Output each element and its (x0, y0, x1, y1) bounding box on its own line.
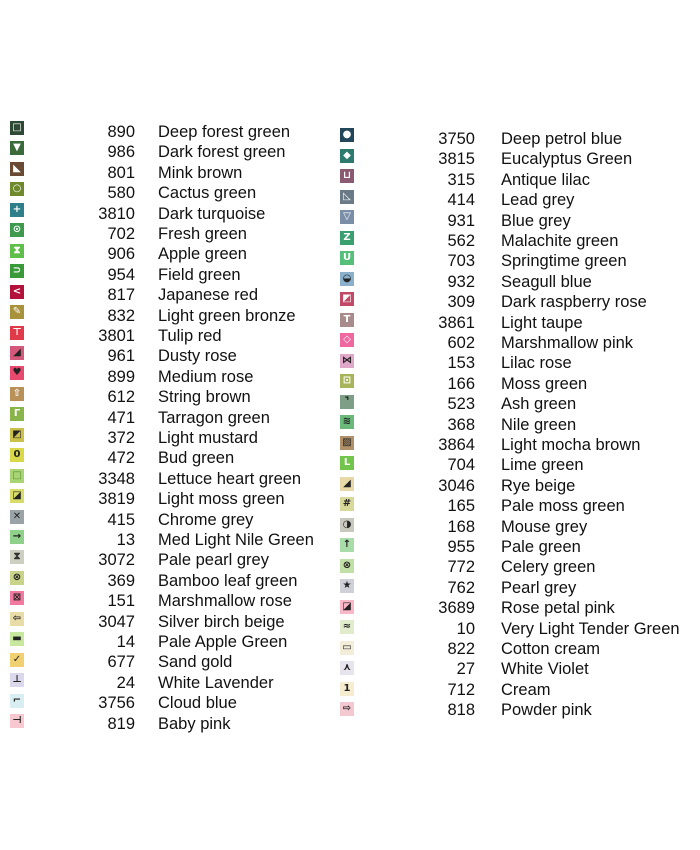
pattern-symbol-icon: ⌐ (10, 694, 24, 708)
color-name: Light green bronze (158, 306, 296, 325)
color-code: 986 (107, 143, 135, 162)
color-name: Dark raspberry rose (501, 293, 647, 312)
color-name: Light mustard (158, 429, 258, 447)
color-name: Med Light Nile Green (158, 531, 314, 549)
color-code: 3072 (98, 551, 135, 570)
pattern-symbol-icon: → (10, 530, 24, 544)
color-name: Celery green (501, 558, 596, 577)
color-code: 819 (107, 714, 135, 733)
pattern-symbol-icon: ⊣ (10, 714, 24, 728)
pattern-symbol-icon: ⊡ (340, 374, 354, 388)
color-name: Pale Apple Green (158, 633, 288, 651)
color-code: 3756 (98, 694, 135, 713)
color-code: 703 (447, 252, 475, 271)
color-code: 369 (107, 571, 135, 590)
color-code: 3047 (98, 612, 135, 631)
color-name: Dark turquoise (158, 204, 266, 223)
color-name: String brown (158, 388, 251, 407)
pattern-symbol-icon: ▨ (340, 436, 354, 450)
color-name: Tarragon green (158, 408, 270, 427)
color-name: Very Light Tender Green (501, 619, 680, 638)
pattern-symbol-icon: ⋏ (340, 661, 354, 675)
color-code: 906 (107, 245, 135, 264)
color-name: Rose petal pink (501, 599, 615, 618)
color-name: Seagull blue (501, 272, 592, 291)
pattern-symbol-icon: ◣ (10, 162, 24, 176)
color-code: 3348 (98, 469, 135, 488)
color-code: 612 (107, 388, 135, 407)
pattern-symbol-icon: ⊤ (10, 326, 24, 340)
color-name: Bud green (158, 449, 235, 468)
pattern-symbol-icon: ◪ (10, 489, 24, 503)
pattern-symbol-icon: ≋ (340, 415, 354, 429)
color-name: Bamboo leaf green (158, 571, 298, 590)
pattern-symbol-icon: L (340, 456, 354, 470)
color-name: Ash green (501, 395, 577, 414)
pattern-symbol-icon: U (340, 251, 354, 265)
pattern-symbol-icon: ▬ (10, 632, 24, 646)
pattern-symbol-icon: T (340, 313, 354, 327)
color-code: 523 (447, 395, 475, 414)
pattern-symbol-icon: ◒ (340, 272, 354, 286)
color-name: Chrome grey (158, 510, 254, 529)
color-name: Field green (158, 265, 241, 284)
pattern-symbol-icon: ◢ (340, 477, 354, 491)
color-code: 3046 (438, 476, 475, 495)
pattern-symbol-icon: ⧗ (10, 550, 24, 564)
color-code: 932 (447, 272, 475, 291)
pattern-symbol-icon: ⇧ (10, 387, 24, 401)
pattern-symbol-icon: ◩ (10, 428, 24, 442)
color-name: Powder pink (501, 701, 592, 720)
color-name: Pearl grey (501, 578, 577, 597)
color-name: Lilac rose (501, 354, 572, 373)
color-code: 580 (107, 184, 135, 203)
pattern-symbol-icon: ✎ (10, 305, 24, 319)
color-code: 151 (107, 592, 135, 611)
color-code: 562 (447, 232, 475, 250)
color-name: White Violet (501, 660, 589, 679)
color-code: 153 (447, 354, 475, 373)
pattern-symbol-icon: ▽ (340, 210, 354, 224)
color-code: 3689 (438, 599, 475, 618)
pattern-symbol-icon: ⌝ (340, 395, 354, 409)
pattern-symbol-icon: 1 (340, 682, 354, 696)
pattern-symbol-icon: ◢ (10, 346, 24, 360)
pattern-symbol-icon: ⊙ (10, 223, 24, 237)
pattern-symbol-icon: ↑ (340, 538, 354, 552)
color-name: Malachite green (501, 232, 619, 250)
pattern-symbol-icon: Z (340, 231, 354, 245)
color-code: 3801 (98, 327, 135, 345)
color-code: 677 (107, 653, 135, 672)
color-code: 602 (447, 334, 475, 352)
color-code: 3864 (438, 436, 475, 454)
color-code: 472 (107, 449, 135, 468)
color-code: 27 (456, 660, 475, 679)
color-code: 471 (107, 408, 135, 427)
color-code: 704 (447, 456, 475, 475)
color-code: 961 (107, 347, 135, 366)
color-code: 899 (107, 367, 135, 386)
pattern-symbol-icon: ◪ (340, 600, 354, 614)
color-code: 372 (107, 429, 135, 447)
color-name: Dark forest green (158, 143, 286, 162)
color-code: 414 (447, 191, 475, 210)
pattern-symbol-icon: ≈ (340, 620, 354, 634)
color-code: 368 (447, 415, 475, 434)
color-code: 415 (107, 510, 135, 529)
pattern-symbol-icon: ⊥ (10, 673, 24, 687)
color-code: 3815 (438, 150, 475, 169)
pattern-symbol-icon: ○ (10, 182, 24, 196)
color-code: 165 (447, 497, 475, 516)
color-code: 955 (447, 538, 475, 556)
pattern-symbol-icon: ⊃ (10, 264, 24, 278)
color-name: Japanese red (158, 286, 258, 305)
color-code: 14 (116, 633, 135, 651)
color-name: Cactus green (158, 184, 257, 203)
color-code: 3810 (98, 204, 135, 223)
pattern-symbol-icon: ⧗ (10, 244, 24, 258)
color-code: 166 (447, 374, 475, 393)
color-code: 24 (116, 673, 135, 692)
color-name: Apple green (158, 245, 247, 264)
color-name: Medium rose (158, 367, 254, 386)
color-code: 832 (107, 306, 135, 325)
pattern-symbol-icon: ⇨ (340, 702, 354, 716)
color-name: Marshmallow pink (501, 334, 634, 352)
pattern-symbol-icon: ⊗ (10, 571, 24, 585)
pattern-symbol-icon: ⊠ (10, 591, 24, 605)
color-code: 3750 (438, 130, 475, 148)
color-code: 890 (107, 123, 135, 141)
color-code: 801 (107, 163, 135, 182)
pattern-symbol-icon: ✕ (10, 510, 24, 524)
pattern-symbol-icon: ⊔ (340, 169, 354, 183)
color-code: 309 (447, 293, 475, 312)
color-name: Light mocha brown (501, 436, 641, 454)
pattern-symbol-icon: + (10, 203, 24, 217)
color-name: Sand gold (158, 653, 233, 672)
pattern-symbol-icon: □ (10, 469, 24, 483)
pattern-symbol-icon: < (10, 285, 24, 299)
pattern-symbol-icon: ▼ (10, 141, 24, 155)
color-name: Lime green (501, 456, 584, 475)
color-name: Eucalyptus Green (501, 150, 633, 169)
pattern-symbol-icon: ✓ (10, 653, 24, 667)
color-name: Light taupe (501, 313, 583, 332)
color-name: Moss green (501, 374, 588, 393)
pattern-symbol-icon: ▭ (340, 641, 354, 655)
color-name: White Lavender (158, 673, 274, 692)
color-code: 762 (447, 578, 475, 597)
color-name: Cloud blue (158, 694, 237, 713)
color-code: 712 (447, 680, 475, 699)
pattern-symbol-icon: # (340, 497, 354, 511)
color-name: Springtime green (501, 252, 627, 271)
pattern-symbol-icon: Γ (10, 407, 24, 421)
color-name: Deep petrol blue (501, 130, 623, 148)
color-name: Mouse grey (501, 517, 588, 536)
color-code: 13 (116, 531, 135, 549)
color-name: Dusty rose (158, 347, 237, 366)
color-name: Antique lilac (501, 170, 590, 189)
color-name: Cotton cream (501, 640, 601, 658)
color-code: 954 (107, 265, 135, 284)
color-code: 931 (447, 211, 475, 230)
color-name: Fresh green (158, 225, 247, 243)
color-name: Pale green (501, 538, 581, 556)
color-code: 818 (447, 701, 475, 720)
pattern-symbol-icon: ♥ (10, 366, 24, 380)
pattern-symbol-icon: □ (10, 121, 24, 135)
color-name: Cream (501, 680, 551, 699)
pattern-symbol-icon: 0 (10, 448, 24, 462)
pattern-symbol-icon: ◑ (340, 518, 354, 532)
pattern-symbol-icon: ⇦ (10, 612, 24, 626)
color-name: Rye beige (501, 476, 576, 495)
color-name: Lettuce heart green (158, 469, 302, 488)
color-code: 3861 (438, 313, 475, 332)
color-name: Light moss green (158, 490, 285, 509)
color-name: Tulip red (158, 327, 222, 345)
pattern-symbol-icon: ⊗ (340, 559, 354, 573)
color-name: Pale moss green (501, 497, 625, 516)
color-code: 168 (447, 517, 475, 536)
color-name: Mink brown (158, 163, 243, 182)
pattern-symbol-icon: ◆ (340, 149, 354, 163)
color-code: 702 (107, 225, 135, 243)
color-name: Blue grey (501, 211, 571, 230)
color-name: Marshmallow rose (158, 592, 292, 611)
color-name: Nile green (501, 415, 577, 434)
pattern-symbol-icon: ◇ (340, 333, 354, 347)
color-code: 822 (447, 640, 475, 658)
color-code: 772 (447, 558, 475, 577)
color-name: Deep forest green (158, 123, 291, 141)
color-name: Lead grey (501, 191, 575, 210)
color-name: Baby pink (158, 714, 231, 733)
pattern-symbol-icon: ● (340, 128, 354, 142)
color-name: Pale pearl grey (158, 551, 269, 570)
color-code: 10 (456, 619, 475, 638)
pattern-symbol-icon: ★ (340, 579, 354, 593)
color-code: 3819 (98, 490, 135, 509)
pattern-symbol-icon: ◺ (340, 190, 354, 204)
pattern-symbol-icon: ⋈ (342, 354, 352, 366)
color-code: 817 (107, 286, 135, 305)
pattern-symbol-icon: ◩ (340, 292, 354, 306)
color-name: Silver birch beige (158, 612, 285, 631)
color-code: 315 (447, 170, 475, 189)
